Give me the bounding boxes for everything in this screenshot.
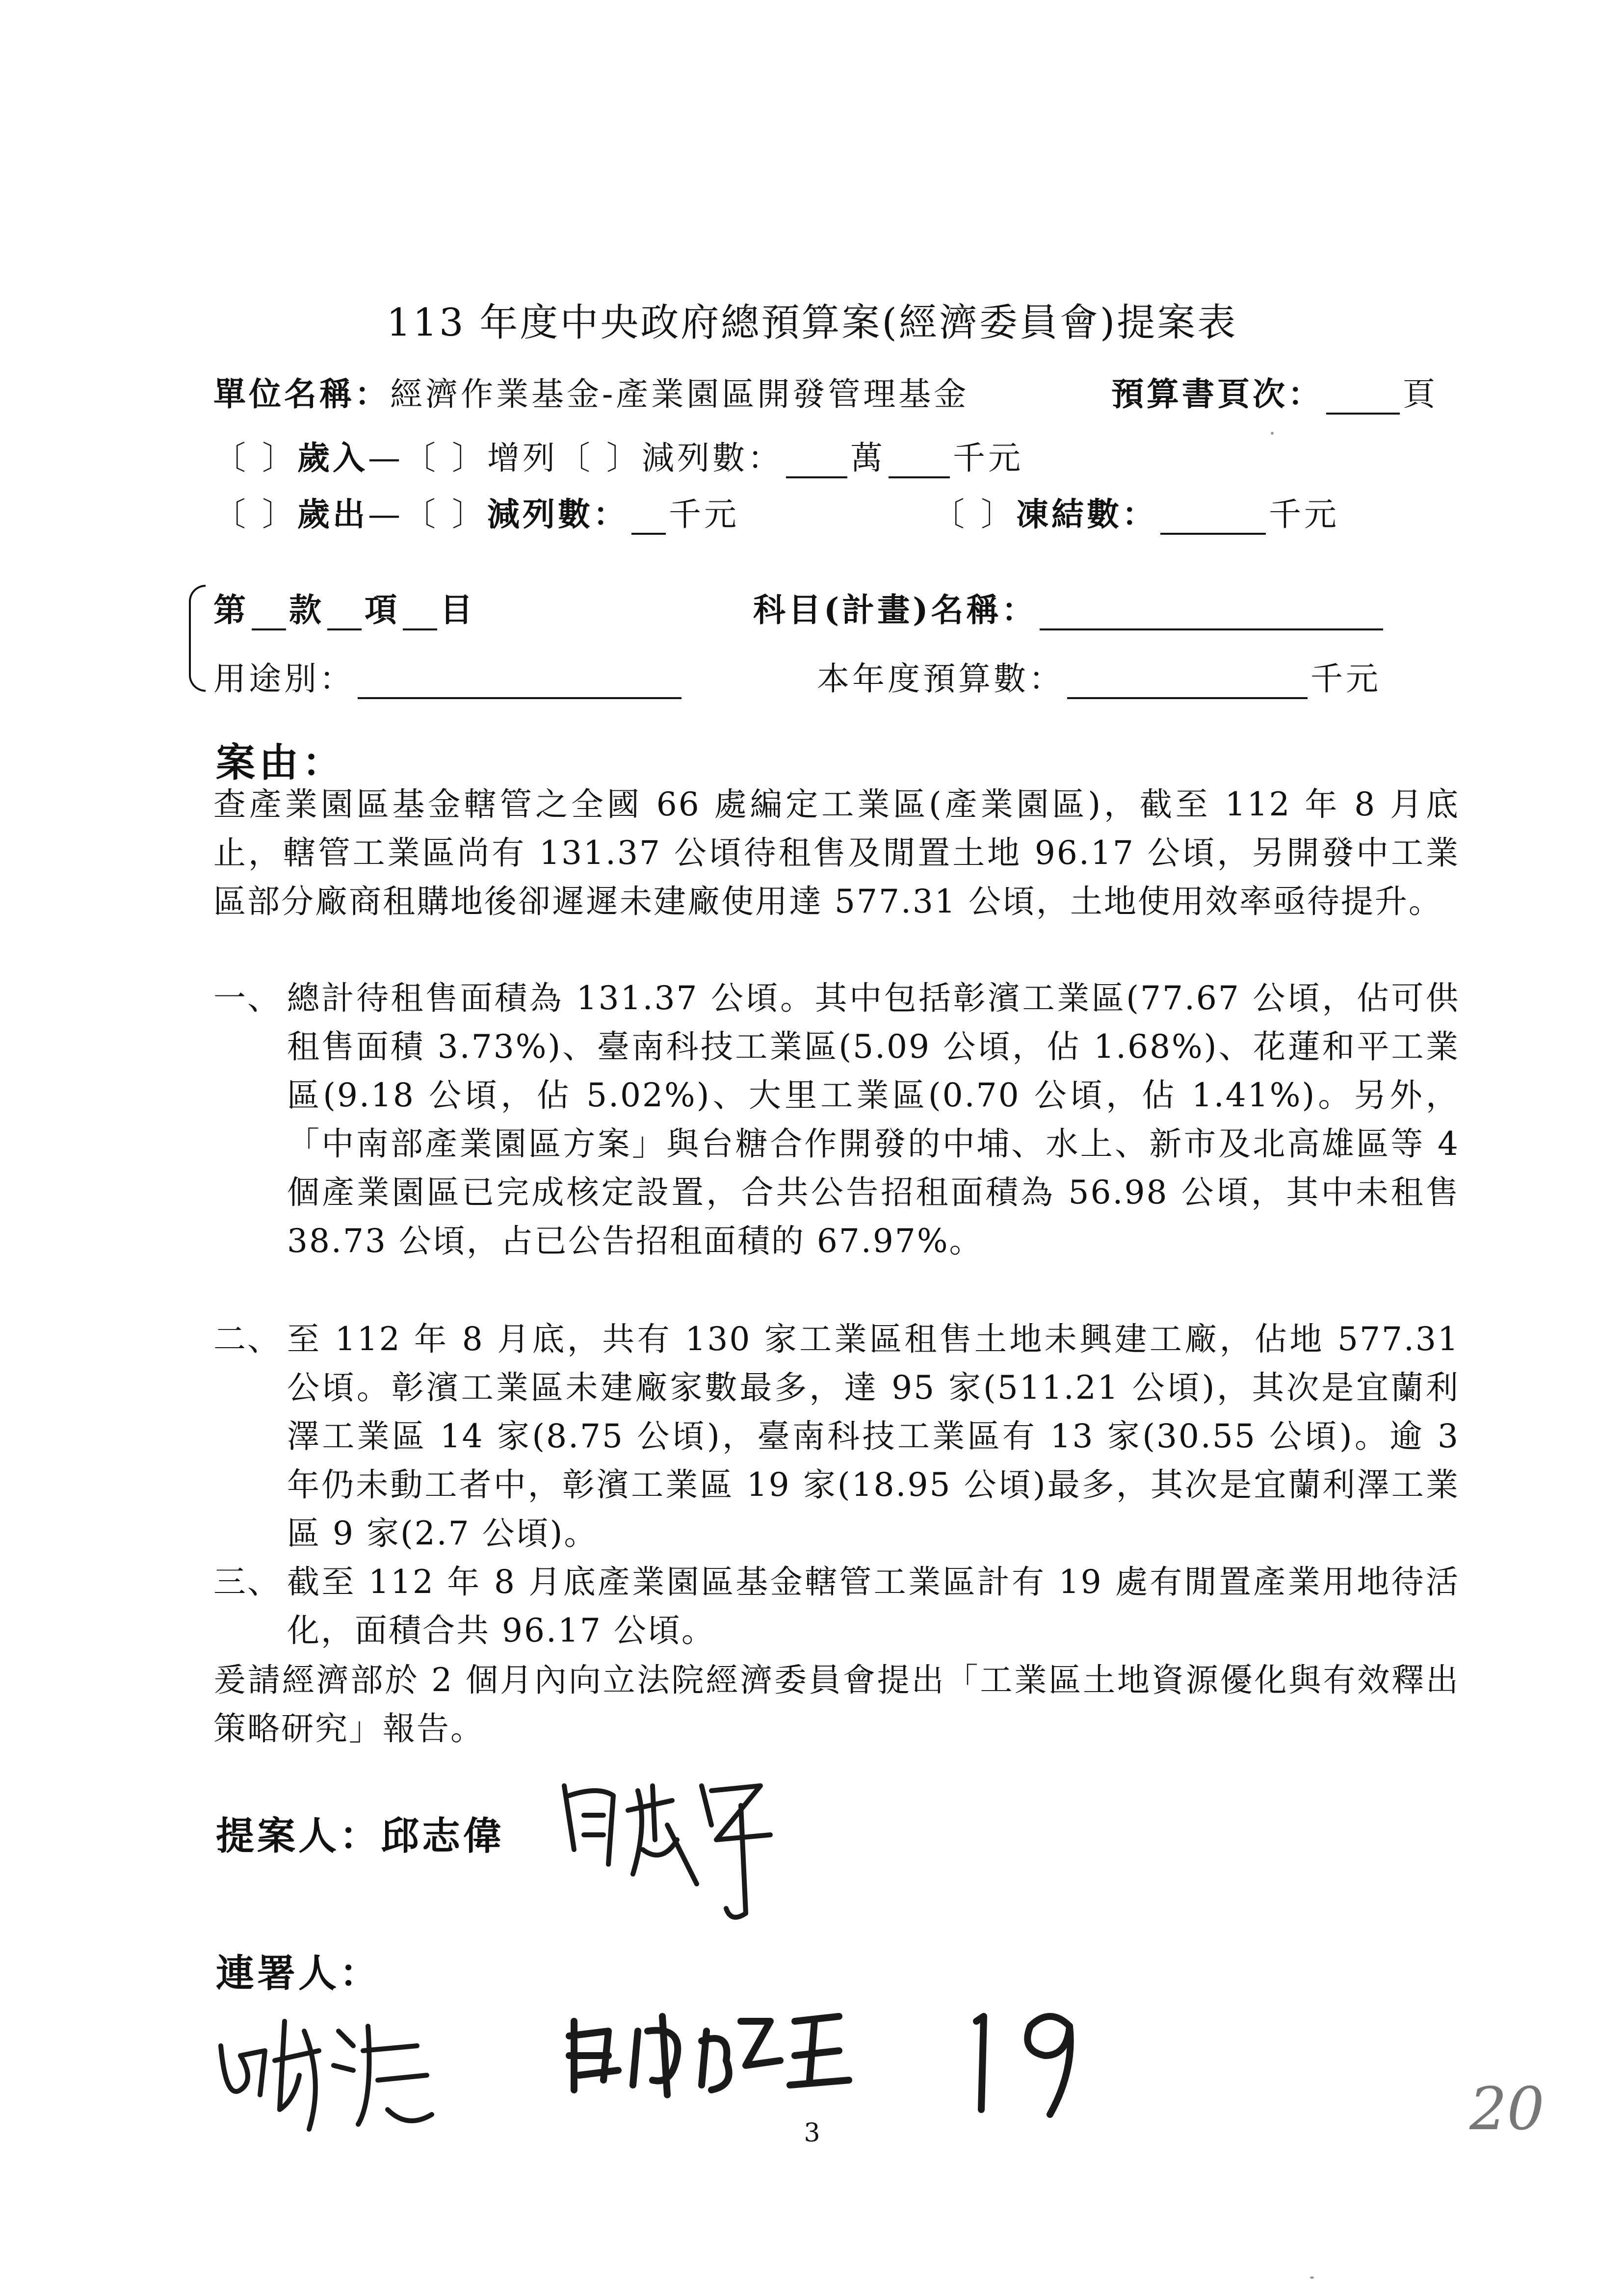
subject-label: 科目(計畫)名稱： — [753, 591, 1037, 629]
proposer-name: 邱志偉 — [381, 1814, 505, 1858]
freeze-checkbox: 〔 〕 — [932, 496, 1016, 533]
item-mu: 目 — [440, 591, 475, 629]
freeze-row — [932, 488, 1339, 535]
list-item-text: 總計待租售面積為 131.37 公頃。其中包括彰濱工業區(77.67 公頃，佔可供租售面積 3.73%)、臺南科技工業區(5.09 公頃，佔 1.68%)、花蓮和平工業區(9.18 公頃，佔 5.02%)、大里工業區(0.70 公頃，佔 1.41%)。另外，「中南部產業園區方案」與台糖合作開發的中埔、水上、新市及北高雄區等 4 個產業園區已完成核定設置，合共公告招租面積為 56.98 公頃，其中未租售 38.73 公頃，占已公告招租面積的 67.97%。 — [287, 979, 1460, 1260]
xiang-blank — [327, 600, 362, 630]
unit-row — [213, 368, 969, 415]
proposer-label: 提案人： — [216, 1814, 381, 1858]
annual-budget-label: 本年度預算數： — [817, 660, 1064, 698]
annual-budget-row — [817, 652, 1381, 699]
use-label: 用途別： — [213, 660, 355, 698]
expenditure-label: 歲出 — [297, 495, 368, 533]
list-item-text: 截至 112 年 8 月底產業園區基金轄管工業區計有 19 處有閒置產業用地待活化，面積合共 96.17 公頃。 — [287, 1563, 1460, 1649]
handwritten-number — [962, 1992, 1089, 2124]
annual-budget-blank — [1067, 669, 1308, 699]
item-di: 第 — [213, 591, 249, 629]
annual-budget-unit: 千元 — [1310, 660, 1381, 698]
expenditure-decrease-checkbox: 〔 〕 — [403, 496, 487, 533]
expenditure-checkbox: 〔 〕 — [213, 496, 297, 533]
revenue-increase-checkbox: 〔 〕 — [403, 439, 487, 477]
revenue-dash: — — [367, 439, 403, 477]
revenue-decrease-checkbox: 〔 〕 — [557, 439, 642, 477]
freeze-blank — [1160, 504, 1266, 535]
expenditure-dash: — — [367, 496, 403, 533]
case-conclusion: 爰請經濟部於 2 個月內向立法院經濟委員會提出「工業區土地資源優化與有效釋出策略研究」報告。 — [213, 1661, 1460, 1748]
item-group-brace — [189, 585, 206, 692]
list-item-number: 一、 — [213, 979, 281, 1017]
proposer-signature — [554, 1766, 810, 1923]
freeze-unit: 千元 — [1268, 496, 1339, 533]
item-xiang: 項 — [365, 591, 400, 629]
list-item — [213, 974, 1460, 1265]
list-item-number: 二、 — [213, 1320, 281, 1358]
list-item-text: 至 112 年 8 月底，共有 130 家工業區租售土地未興建工廠，佔地 577.31 公頃。彰濱工業區未建廠家數最多，達 95 家(511.21 公頃)，其次是宜蘭利澤工業區 14 家(8.75 公頃)，臺南科技工業區有 13 家(30.55 公頃)。逾 3 年仍未動工者中，彰濱工業區 19 家(18.95 公頃)最多，其次是宜蘭利澤工業區 9 家(2.7 公頃)。 — [287, 1320, 1460, 1552]
revenue-label: 歲入 — [297, 439, 368, 477]
budget-page-label: 預算書頁次： — [1111, 375, 1323, 413]
item-numbering-row — [213, 584, 475, 630]
unit-label: 單位名稱： — [213, 375, 390, 413]
corner-page-number: 20 — [1469, 2075, 1545, 2143]
page-number: 3 — [804, 2118, 820, 2148]
revenue-checkbox: 〔 〕 — [213, 439, 297, 477]
revenue-row — [213, 432, 1023, 478]
list-item-number: 三、 — [213, 1563, 281, 1601]
proposer-row — [216, 1805, 504, 1860]
mu-blank — [403, 600, 437, 630]
budget-page-suffix: 頁 — [1403, 375, 1438, 413]
freeze-label: 凍結數： — [1016, 495, 1157, 533]
case-heading: 案由： — [216, 739, 345, 785]
use-blank — [358, 669, 681, 699]
scan-speck — [1310, 2276, 1314, 2279]
subject-blank — [1040, 600, 1383, 630]
expenditure-decrease-label: 減列數： — [487, 495, 629, 533]
use-row — [213, 652, 684, 699]
item-kuan: 款 — [289, 591, 324, 629]
budget-page-row — [1111, 368, 1438, 415]
budget-page-blank — [1326, 384, 1400, 415]
unit-value: 經濟作業基金-產業園區開發管理基金 — [390, 375, 969, 413]
revenue-wan-unit: 萬 — [850, 439, 886, 477]
revenue-qian-unit: 千元 — [952, 439, 1023, 477]
expenditure-decrease-blank — [631, 504, 666, 535]
cosigner-signature — [564, 2002, 937, 2100]
list-item — [213, 1315, 1460, 1558]
revenue-wan-blank — [786, 448, 847, 478]
form-title: 113 年度中央政府總預算案(經濟委員會)提案表 — [386, 301, 1238, 345]
list-item — [213, 1558, 1460, 1655]
subject-row — [753, 584, 1386, 630]
cosigner-label: 連署人： — [216, 1951, 381, 1996]
kuan-blank — [252, 600, 286, 630]
scan-speck — [1271, 432, 1274, 435]
expenditure-row — [213, 488, 739, 535]
revenue-decrease-label: 減列數： — [641, 439, 783, 477]
revenue-increase-label: 增列 — [487, 439, 558, 477]
case-intro: 查產業園區基金轄管之全國 66 處編定工業區(產業園區)，截至 112 年 8 月底止，轄管工業區尚有 131.37 公頃待租售及閒置土地 96.17 公頃，另開發中工業區部分廠商租購地後卻遲遲未建廠使用達 577.31 公頃，土地使用效率亟待提升。 — [213, 785, 1460, 920]
expenditure-decrease-unit: 千元 — [668, 496, 739, 533]
revenue-qian-blank — [889, 448, 950, 478]
